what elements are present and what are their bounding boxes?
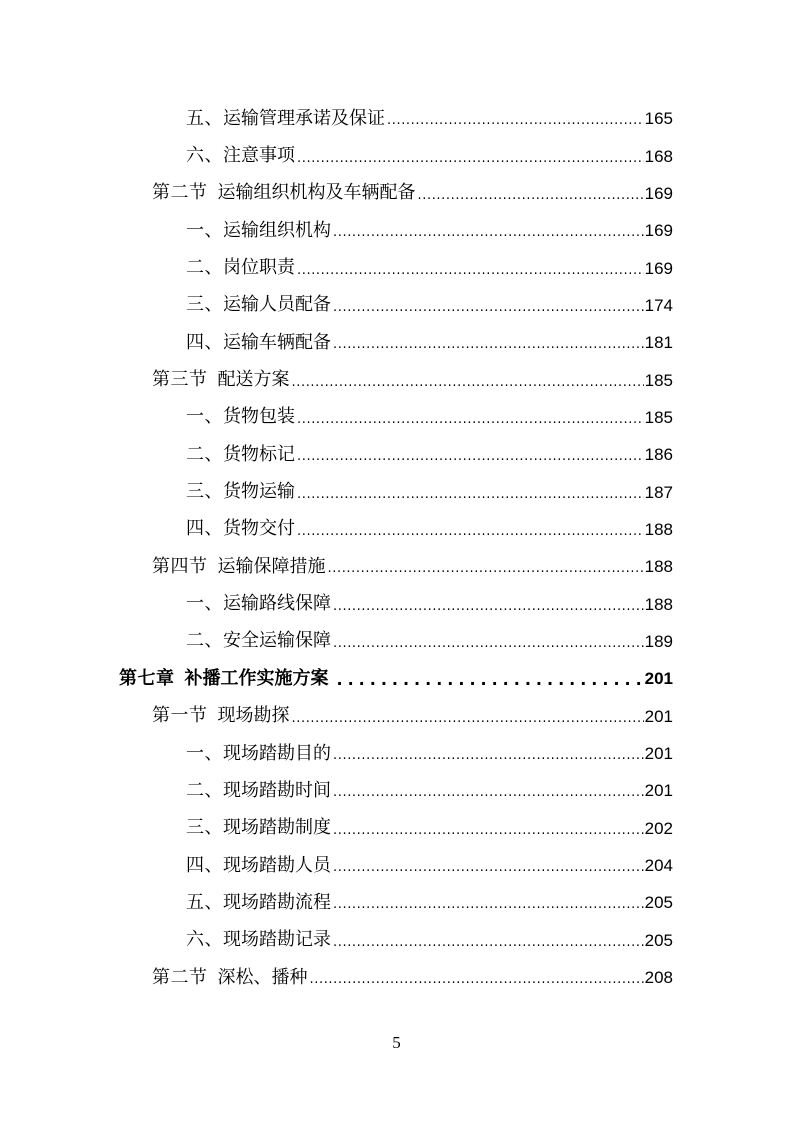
toc-item-entry[interactable]: [0, 324, 793, 361]
toc-dot-leader: [297, 145, 644, 168]
toc-entry-title: 货物包装: [223, 406, 295, 428]
toc-section-entry[interactable]: [0, 959, 793, 996]
toc-entry-label: [186, 931, 331, 949]
toc-dot-leader: [297, 257, 644, 280]
toc-entry-label: [186, 107, 385, 129]
toc-entry-label: [186, 520, 295, 538]
toc-dot-leader: [297, 518, 644, 541]
toc-entry-label: [186, 331, 331, 353]
toc-dot-leader: [333, 593, 644, 616]
toc-entry-number: 第三节: [152, 369, 208, 391]
toc-entry-number: 三、: [186, 294, 223, 316]
toc-item-entry[interactable]: [0, 623, 793, 660]
toc-item-entry[interactable]: [0, 772, 793, 809]
toc-item-entry[interactable]: [0, 585, 793, 622]
toc-entry-label: [186, 819, 331, 837]
toc-entry-title: 补播工作实施方案: [184, 667, 329, 689]
toc-item-entry[interactable]: [0, 473, 793, 510]
toc-section-entry[interactable]: [0, 548, 793, 585]
toc-entry-page: 208: [644, 968, 673, 988]
toc-dot-leader: [387, 107, 644, 130]
toc-entry-title: 运输组织机构及车辆配备: [217, 182, 416, 204]
toc-entry-page: 186: [644, 445, 673, 465]
toc-entry-label: [186, 147, 295, 165]
toc-item-entry[interactable]: [0, 922, 793, 959]
toc-entry-number: 五、: [186, 107, 223, 129]
toc-entry-label: [186, 742, 331, 764]
toc-entry-number: 三、: [186, 817, 223, 839]
toc-entry-page: 205: [644, 893, 673, 913]
toc-entry-label: [186, 443, 295, 465]
toc-entry-label: [186, 296, 331, 314]
toc-entry-title: 现场踏勘记录: [223, 929, 331, 951]
toc-entry-label: [152, 371, 290, 389]
toc-dot-leader: [292, 705, 644, 728]
toc-entry-page: 169: [644, 183, 673, 203]
toc-entry-number: 第七章: [119, 667, 175, 689]
toc-entry-title: 货物交付: [223, 518, 295, 540]
toc-entry-label: [186, 259, 295, 277]
toc-entry-page: 204: [644, 856, 673, 876]
toc-section-entry[interactable]: [0, 698, 793, 735]
toc-entry-page: 201: [644, 706, 673, 726]
toc-entry-title: 运输路线保障: [223, 593, 331, 615]
toc-dot-leader: [297, 481, 644, 504]
toc-dot-leader: [297, 443, 644, 466]
toc-entry-title: 运输人员配备: [223, 294, 331, 316]
toc-item-entry[interactable]: [0, 735, 793, 772]
toc-entry-number: 二、: [186, 257, 223, 279]
toc-item-entry[interactable]: [0, 249, 793, 286]
toc-entry-label: [152, 184, 416, 202]
toc-entry-label: [186, 632, 331, 650]
toc-dot-leader: [333, 331, 644, 354]
toc-entry-page: 185: [644, 407, 673, 427]
toc-entry-number: 四、: [186, 518, 223, 540]
toc-entry-number: 六、: [186, 145, 223, 167]
toc-entry-page: 181: [644, 333, 673, 353]
toc-entry-title: 现场踏勘流程: [223, 891, 331, 913]
toc-dot-leader: [297, 406, 644, 429]
toc-entry-title: 配送方案: [217, 369, 290, 391]
toc-entry-number: 六、: [186, 929, 223, 951]
toc-entry-page: 201: [644, 744, 673, 764]
toc-entry-number: 一、: [186, 219, 223, 241]
toc-entry-number: 第二节: [152, 182, 208, 204]
toc-entry-number: 三、: [186, 481, 223, 503]
toc-entry-title: 岗位职责: [223, 257, 295, 279]
toc-item-entry[interactable]: [0, 100, 793, 137]
toc-chapter-entry[interactable]: [0, 660, 793, 697]
toc-entry-label: [186, 891, 331, 913]
toc-entry-number: 四、: [186, 331, 223, 353]
toc-entry-page: 202: [644, 818, 673, 838]
toc-entry-page: 201: [644, 669, 673, 689]
toc-section-entry[interactable]: [0, 361, 793, 398]
toc-entry-label: [186, 854, 331, 876]
toc-dot-leader: [333, 779, 644, 802]
toc-entry-label: [152, 966, 308, 988]
toc-entry-title: 安全运输保障: [223, 630, 331, 652]
toc-dot-leader: [333, 742, 644, 765]
toc-entry-number: 二、: [186, 779, 223, 801]
toc-entry-page: 174: [644, 295, 673, 315]
toc-entry-label: [152, 707, 290, 725]
toc-entry-number: 二、: [186, 630, 223, 652]
toc-entry-title: 深松、播种: [217, 966, 308, 988]
toc-entry-page: 169: [644, 258, 673, 278]
toc-entry-title: 注意事项: [223, 145, 295, 167]
toc-entry-number: 一、: [186, 742, 223, 764]
toc-entry-label: [186, 483, 295, 501]
toc-dot-leader: [333, 219, 644, 242]
toc-entry-number: 一、: [186, 593, 223, 615]
toc-entry-title: 货物运输: [223, 481, 295, 503]
toc-entry-page: 187: [644, 482, 673, 502]
toc-entry-title: 运输管理承诺及保证: [223, 107, 385, 129]
toc-item-entry[interactable]: [0, 436, 793, 473]
toc-entry-title: 现场踏勘人员: [223, 854, 331, 876]
toc-item-entry[interactable]: [0, 511, 793, 548]
toc-item-entry[interactable]: [0, 884, 793, 921]
toc-entry-page: 188: [644, 594, 673, 614]
toc-item-entry[interactable]: [0, 212, 793, 249]
page-number: 5: [392, 1033, 401, 1052]
toc-entry-number: 第四节: [152, 555, 208, 577]
toc-item-entry[interactable]: [0, 137, 793, 174]
toc-entry-label: [186, 408, 295, 426]
toc-entry-page: 165: [644, 109, 673, 129]
toc-entry-number: 四、: [186, 854, 223, 876]
toc-entry-page: 188: [644, 557, 673, 577]
toc-entry-title: 现场踏勘目的: [223, 742, 331, 764]
toc-entry-title: 现场踏勘时间: [223, 779, 331, 801]
toc-dot-leader: [333, 929, 644, 952]
toc-section-entry[interactable]: [0, 175, 793, 212]
toc-entry-label: [186, 779, 331, 801]
toc-entry-number: 第一节: [152, 705, 208, 727]
toc-item-entry[interactable]: [0, 287, 793, 324]
toc-dot-leader: [292, 369, 644, 392]
toc-dot-leader: [333, 817, 644, 840]
toc-entry-label: [152, 555, 326, 577]
toc-entry-title: 现场踏勘制度: [223, 817, 331, 839]
toc-entry-number: 一、: [186, 406, 223, 428]
toc-entry-label: [186, 219, 331, 241]
toc-entry-title: 运输保障措施: [217, 555, 326, 577]
toc-entry-page: 201: [644, 781, 673, 801]
toc-entry-title: 运输车辆配备: [223, 331, 331, 353]
toc-entry-page: 188: [644, 519, 673, 539]
toc-dot-leader: [333, 891, 644, 914]
toc-entry-label: [119, 667, 329, 689]
toc-dot-leader: [328, 555, 644, 578]
toc-dot-leader: [333, 854, 644, 877]
toc-item-entry[interactable]: [0, 847, 793, 884]
toc-entry-page: 189: [644, 631, 673, 651]
toc-item-entry[interactable]: [0, 399, 793, 436]
toc-entry-page: 205: [644, 930, 673, 950]
toc-entry-page: 169: [644, 221, 673, 241]
toc-dot-leader: [337, 669, 644, 689]
toc-entry-label: [186, 595, 331, 613]
toc-item-entry[interactable]: [0, 810, 793, 847]
toc-dot-leader: [333, 630, 644, 653]
toc-dot-leader: [310, 966, 644, 989]
toc-entry-number: 五、: [186, 891, 223, 913]
table-of-contents: [0, 100, 793, 996]
toc-entry-number: 二、: [186, 443, 223, 465]
toc-entry-title: 货物标记: [223, 443, 295, 465]
toc-dot-leader: [418, 182, 644, 205]
toc-entry-title: 现场勘探: [217, 705, 290, 727]
toc-dot-leader: [333, 294, 644, 317]
toc-entry-title: 运输组织机构: [223, 219, 331, 241]
toc-entry-number: 第二节: [152, 966, 208, 988]
toc-entry-page: 185: [644, 370, 673, 390]
toc-entry-page: 168: [644, 146, 673, 166]
